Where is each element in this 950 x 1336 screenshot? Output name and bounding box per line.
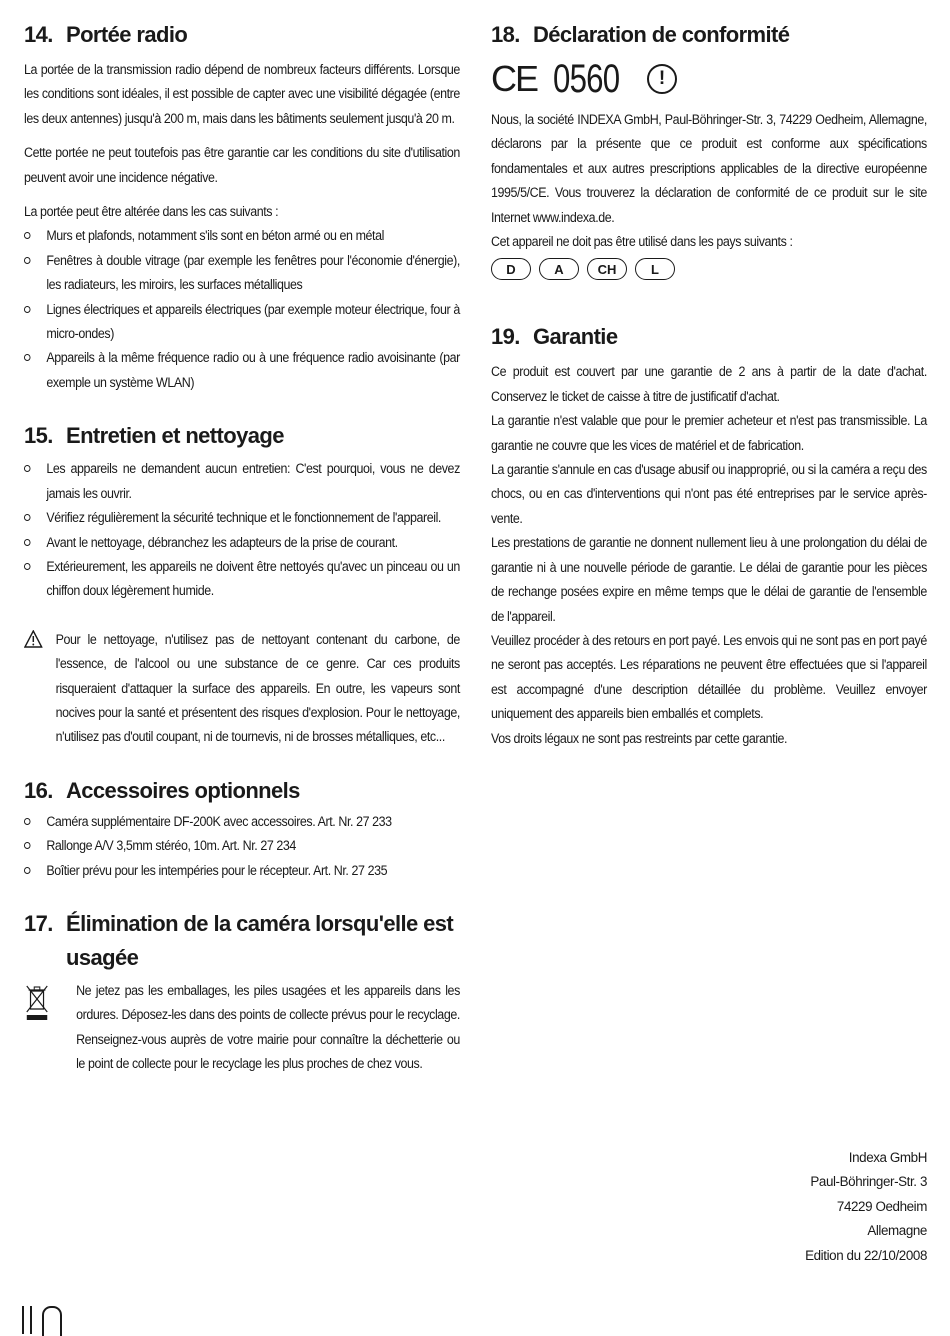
city: 74229 Oedheim [836,1198,927,1214]
section-title: Accessoires optionnels [66,777,300,803]
bullet-icon [24,257,31,264]
country-badge: D [491,258,531,280]
bullet-icon [24,563,31,570]
section-19-body [491,360,927,751]
list-item: Fenêtres à double vitrage (par exemple les fenêtres pour l'économie d'énergie), les radiateurs, les miroirs, les surfaces métalliques [24,249,460,298]
section-17-body [24,979,460,1077]
left-column [24,18,460,1077]
ce-mark-icon: CE [491,58,538,99]
section-19-heading [491,320,927,354]
warning-block [24,628,460,750]
list-item: Lignes électriques et appareils électriques (par exemple moteur électrique, four à micro-ondes) [24,298,460,347]
country-badge: A [539,258,579,280]
bullet-icon [24,818,31,825]
warning-text: Pour le nettoyage, n'utilisez pas de nettoyant contenant du carbone, de l'essence, de l'alcool ou une substance de ce genre. Car ces produits risqueraient d'attaquer la surface des appareils. En outre, les vapeurs sont nocives pour la santé et présentent des risques d'explosion. Pour le nettoyage, n'utilisez pas d'outil coupant, ni de tournevis, ni de brosses métalliques, etc... [55,631,460,745]
list-item: Appareils à la même fréquence radio ou à une fréquence radio avoisinante (par exemple un système WLAN) [24,346,460,395]
paragraph: Les prestations de garantie ne donnent nullement lieu à une prolongation du délai de garantie ni à une nouvelle période de garantie. Le délai de garantie pour les pièces de rechange posées expire en même temps que le délai de garantie de l'ensemble de l'appareil. [491,535,927,624]
paragraph: La garantie s'annule en cas d'usage abusif ou inapproprié, ou si la caméra a reçu des chocs, ou en cas d'interventions qui n'ont pas été entreprises par le service après-vente. [491,462,927,526]
section-number: 14. [24,22,53,47]
edition-date: Edition du 22/10/2008 [805,1247,927,1263]
section-number: 16. [24,777,53,803]
section-title: Portée radio [66,22,188,47]
bullet-list [24,457,460,603]
bullet-icon [24,867,31,874]
bullet-list [24,224,460,395]
bullet-icon [24,354,31,361]
list-item: Boîtier prévu pour les intempéries pour le récepteur. Art. Nr. 27 235 [24,859,460,883]
section-title: Entretien et nettoyage [66,423,284,449]
section-number: 19. [491,324,520,350]
page-marker-icon [22,1306,62,1336]
bullet-icon [24,514,31,521]
section-14-heading [24,18,460,52]
restricted-countries [491,258,927,280]
paragraph: Ce produit est couvert par une garantie de 2 ans à partir de la date d'achat. Conservez le ticket de caisse à titre de justificatif d'achat. [491,364,927,404]
paragraph: La portée de la transmission radio dépend de nombreux facteurs différents. Lorsque les conditions sont idéales, il est possible de capter avec une visibilité dégagée (entre les deux antennes) jusqu'à 200 m, mais dans les bâtiments seulement jusqu'à 20 m. [24,62,460,126]
list-item: Extérieurement, les appareils ne doivent être nettoyés qu'avec un pinceau ou un chiffon doux légèrement humide. [24,555,460,604]
section-14-body [24,58,460,395]
list-item: Caméra supplémentaire DF-200K avec accessoires. Art. Nr. 27 233 [24,810,460,834]
country-badge: L [635,258,675,280]
paragraph: Cette portée ne peut toutefois pas être garantie car les conditions du site d'utilisation peuvent avoir une incidence négative. [24,145,460,185]
alert-class-icon: ! [647,64,677,94]
section-16-body [24,810,460,883]
list-item: Rallonge A/V 3,5mm stéréo, 10m. Art. Nr. 27 234 [24,834,460,858]
company-name: Indexa GmbH [848,1150,927,1165]
right-column [491,18,927,751]
bullet-icon [24,306,31,313]
country: Allemagne [867,1223,927,1239]
street: Paul-Böhringer-Str. 3 [810,1174,927,1190]
section-number: 17. [24,910,53,936]
section-title: Élimination de la caméra lorsqu'elle est usagée [66,910,454,970]
bullet-icon [24,539,31,546]
publisher-address [805,1146,927,1268]
country-badge: CH [587,258,627,280]
bullet-icon [24,232,31,239]
disposal-text: Ne jetez pas les emballages, les piles usagées et les appareils dans les ordures. Déposez-les dans des points de collecte prévus pour le recyclage. Renseignez-vous auprès de votre mairie pour connaître la déchetterie ou le point de collecte pour le recyclage les plus proches de chez vous. [76,982,460,1072]
list-item: Vérifiez régulièrement la sécurité technique et le fonctionnement de l'appareil. [24,506,460,530]
section-17-heading [24,907,460,975]
section-number: 15. [24,423,53,449]
section-16-heading [24,774,460,808]
section-15-heading [24,419,460,453]
warning-triangle-icon [24,628,56,750]
disposal-block [24,979,460,1077]
paragraph: Cet appareil ne doit pas être utilisé dans les pays suivants : [491,234,793,250]
section-number: 18. [491,22,520,47]
list-item: Les appareils ne demandent aucun entretien: C'est pourquoi, vous ne devez jamais les ouvrir. [24,457,460,506]
page-marker-arch [42,1306,62,1336]
paragraph: Vos droits légaux ne sont pas restreints par cette garantie. [491,730,788,746]
bullet-icon [24,842,31,849]
list-item: Murs et plafonds, notamment s'ils sont en béton armé ou en métal [24,224,460,248]
crossed-out-bin-icon [24,979,76,1077]
paragraph: Veuillez procéder à des retours en port payé. Les envois qui ne sont pas en port payé ne seront pas acceptés. Les réparations ne peuvent être effectuées que si l'appareil est accompagné d'une description détaillée du problème. Veuillez envoyer uniquement des appareils bien emballés et complets. [491,632,927,722]
section-18-body [491,108,927,254]
section-18-heading [491,18,927,52]
section-title: Garantie [533,324,618,350]
section-title: Déclaration de conformité [533,22,790,47]
bullet-list [24,810,460,883]
paragraph: La garantie n'est valable que pour le premier acheteur et n'est pas transmissible. La garantie ne couvre que les vices de matériel et de fabrication. [491,413,927,453]
bullet-icon [24,465,31,472]
page-marker-bars [22,1306,32,1334]
paragraph: Nous, la société INDEXA GmbH, Paul-Böhringer-Str. 3, 74229 Oedheim, Allemagne, déclarons par la présente que ce produit est conforme aux spécifications fondamentales et aux autres prescriptions applicables de la directive européenne 1995/5/CE. Vous trouverez la déclaration de conformité de ce produit sur le site Internet www.indexa.de. [491,112,927,225]
list-item: Avant le nettoyage, débranchez les adapteurs de la prise de courant. [24,531,460,555]
ce-marking [491,56,927,102]
notified-body-number: 0560 [553,56,620,101]
section-15-body [24,457,460,749]
paragraph: La portée peut être altérée dans les cas suivants : [24,204,279,220]
